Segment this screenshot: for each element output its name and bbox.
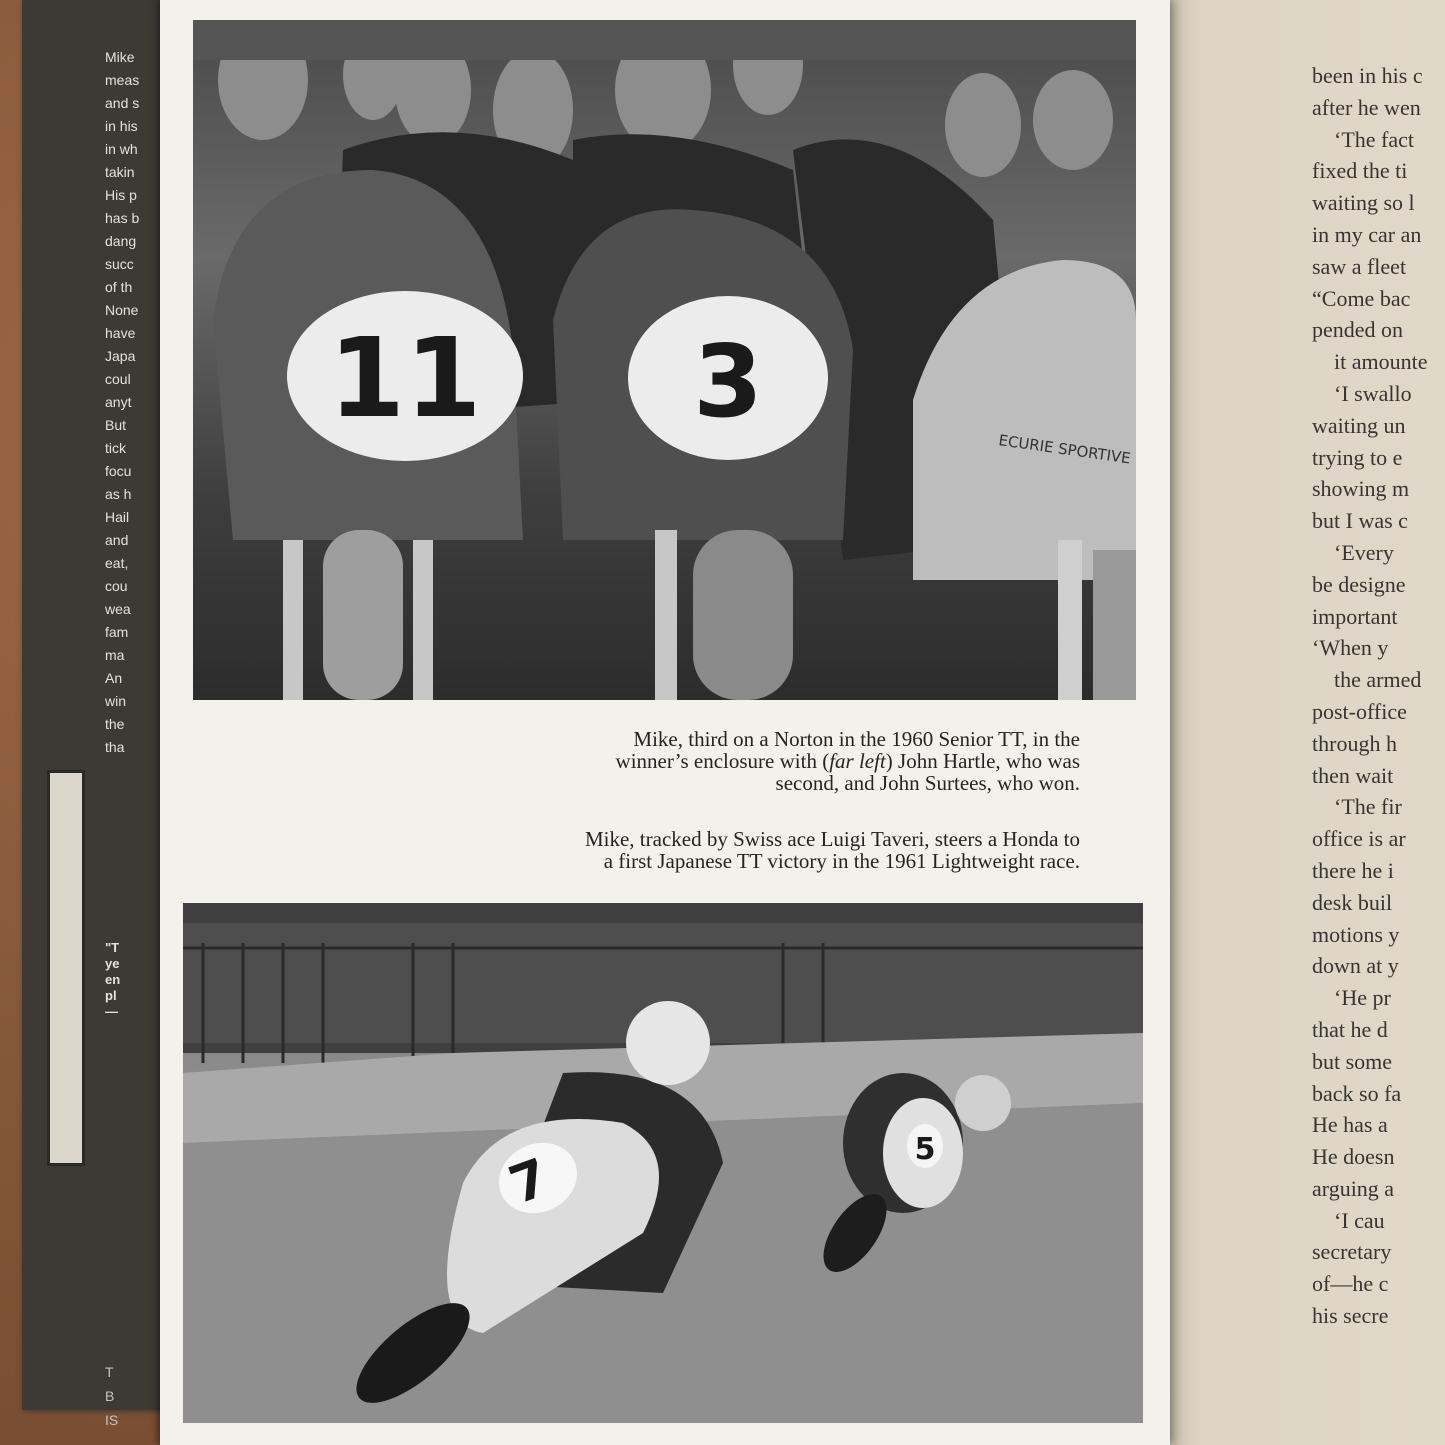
right-page-line: that he d bbox=[1312, 1016, 1388, 1042]
jacket-blurb-line: takin bbox=[105, 164, 135, 180]
right-page-line: his secre bbox=[1312, 1303, 1389, 1329]
plate-number-11: 11 bbox=[328, 314, 482, 442]
right-page-line: but I was c bbox=[1312, 508, 1408, 534]
right-page-line: ‘Every bbox=[1334, 539, 1394, 565]
right-page-line: ‘He pr bbox=[1334, 985, 1391, 1011]
right-page-line: be designe bbox=[1312, 571, 1406, 597]
right-page-line: been in his c bbox=[1312, 63, 1423, 88]
jacket-blurb-line: tick bbox=[105, 440, 126, 456]
jacket-blurb-line: Mike bbox=[105, 49, 135, 65]
jacket-strip bbox=[47, 770, 85, 1166]
jacket-blurb-line: in his bbox=[105, 118, 138, 134]
right-page-line: back so fa bbox=[1312, 1080, 1402, 1106]
right-page-text bbox=[1312, 60, 1445, 1332]
fairing-label: ECURIE SPORTIVE bbox=[997, 431, 1132, 468]
right-page-line: pended on bbox=[1312, 317, 1404, 343]
jacket-blurb-line: of th bbox=[105, 279, 133, 295]
caption-top-line-2-emphasis: far left bbox=[829, 749, 886, 773]
right-page-line: fixed the ti bbox=[1312, 158, 1408, 184]
jacket-blurb-line: Hail bbox=[105, 509, 130, 525]
jacket-blurb-line: have bbox=[105, 325, 136, 341]
jacket-blurb-line: coul bbox=[105, 371, 131, 387]
right-page-line: down at y bbox=[1312, 953, 1399, 979]
right-page-line: waiting so l bbox=[1312, 190, 1415, 216]
photo-lightweight-race bbox=[183, 903, 1143, 1423]
right-page-line: secretary bbox=[1312, 1239, 1392, 1265]
jacket-blurb-line: Japa bbox=[105, 348, 136, 364]
right-page-line: He doesn bbox=[1312, 1144, 1395, 1170]
jacket-blurb-line: ma bbox=[105, 647, 125, 663]
jacket-blurb-line: has b bbox=[105, 210, 140, 226]
jacket-quote-line: pl bbox=[105, 988, 117, 1003]
right-page-line: office is ar bbox=[1312, 826, 1406, 852]
caption-bottom-line-2: a first Japanese TT victory in the 1961 Lightweight race. bbox=[603, 849, 1080, 873]
right-page-line: in my car an bbox=[1312, 221, 1422, 247]
caption-bottom-line-1: Mike, tracked by Swiss ace Luigi Taveri, steers a Honda to bbox=[584, 827, 1080, 851]
jacket-quote-line: en bbox=[105, 972, 121, 987]
jacket-quote-line: "T bbox=[105, 940, 120, 955]
jacket-blurb-line: An bbox=[105, 670, 123, 686]
jacket-blurb-line: and bbox=[105, 532, 129, 548]
jacket-footer-line: T bbox=[105, 1364, 114, 1380]
jacket-blurb-line: focu bbox=[105, 463, 132, 479]
right-page-line: showing m bbox=[1312, 476, 1410, 502]
right-page-line: there he i bbox=[1312, 857, 1394, 883]
right-page-line: of—he c bbox=[1312, 1271, 1389, 1297]
jacket-blurb-line: succ bbox=[105, 256, 134, 272]
caption-top-line-3: second, and John Surtees, who won. bbox=[775, 771, 1080, 795]
jacket-quote-line: — bbox=[105, 1004, 118, 1019]
caption-top-line-2 bbox=[440, 750, 1080, 772]
right-page-line: saw a fleet bbox=[1312, 253, 1407, 279]
right-page-line: it amounte bbox=[1334, 349, 1428, 375]
right-page-line: post-office bbox=[1312, 698, 1407, 724]
jacket-blurb-line: fam bbox=[105, 624, 129, 640]
caption-top-photo bbox=[440, 728, 1080, 794]
right-page-line: ‘The fact bbox=[1334, 126, 1414, 152]
right-page-line: “Come bac bbox=[1312, 285, 1411, 311]
enclosure-photo-illustration bbox=[193, 20, 1136, 700]
jacket-footer bbox=[105, 1360, 165, 1432]
caption-bottom-photo bbox=[440, 828, 1080, 872]
right-page-line: important bbox=[1312, 603, 1398, 629]
plate-number-5: 5 bbox=[914, 1132, 936, 1167]
race-photo-illustration bbox=[183, 903, 1143, 1423]
right-page-line: ‘When y bbox=[1312, 635, 1389, 661]
jacket-blurb-line: the bbox=[105, 716, 125, 732]
jacket-blurb-line: anyt bbox=[105, 394, 132, 410]
right-page-line: desk buil bbox=[1312, 889, 1393, 915]
right-page-line: ‘I cau bbox=[1334, 1207, 1385, 1233]
caption-top-line-2-end: ) John Hartle, who was bbox=[885, 749, 1080, 773]
right-page-line: after he wen bbox=[1312, 94, 1421, 120]
right-page-line: but some bbox=[1312, 1048, 1393, 1074]
jacket-blurb-line: wea bbox=[105, 601, 131, 617]
jacket-blurb-line: in wh bbox=[105, 141, 138, 157]
jacket-blurb-line: His p bbox=[105, 187, 137, 203]
jacket-blurb-line: win bbox=[105, 693, 127, 709]
right-page-line: the armed bbox=[1334, 667, 1422, 693]
jacket-footer-line: B bbox=[105, 1388, 115, 1404]
right-page-line: through h bbox=[1312, 730, 1397, 756]
jacket-blurb-line: and s bbox=[105, 95, 140, 111]
jacket-blurb-line: dang bbox=[105, 233, 137, 249]
jacket-quote bbox=[105, 940, 165, 1020]
jacket-blurb-line: meas bbox=[105, 72, 140, 88]
right-page-line: ‘The fir bbox=[1334, 794, 1402, 820]
right-page-line: arguing a bbox=[1312, 1175, 1395, 1201]
jacket-blurb-line: None bbox=[105, 302, 139, 318]
jacket-blurb-line: eat, bbox=[105, 555, 129, 571]
jacket-blurb-line: tha bbox=[105, 739, 125, 755]
caption-top-line-2-start: winner’s enclosure with ( bbox=[615, 749, 830, 773]
caption-top-line-1: Mike, third on a Norton in the 1960 Senior TT, in the bbox=[633, 727, 1080, 751]
jacket-blurb-line: cou bbox=[105, 578, 128, 594]
right-page-line: motions y bbox=[1312, 921, 1400, 947]
jacket-quote-line: ye bbox=[105, 956, 120, 971]
right-page-line: trying to e bbox=[1312, 444, 1403, 470]
jacket-blurb-line: But bbox=[105, 417, 127, 433]
jacket-blurb bbox=[105, 46, 165, 759]
right-page-line: He has a bbox=[1312, 1112, 1388, 1138]
right-page-line: waiting un bbox=[1312, 412, 1406, 438]
right-page-line: then wait bbox=[1312, 762, 1394, 788]
jacket-footer-line: IS bbox=[105, 1412, 119, 1428]
plate-number-3: 3 bbox=[693, 323, 763, 440]
right-page-line: ‘I swallo bbox=[1334, 380, 1412, 406]
plate-number-7: 7 bbox=[501, 1147, 557, 1217]
jacket-blurb-line: as h bbox=[105, 486, 132, 502]
photo-winners-enclosure bbox=[193, 20, 1136, 700]
